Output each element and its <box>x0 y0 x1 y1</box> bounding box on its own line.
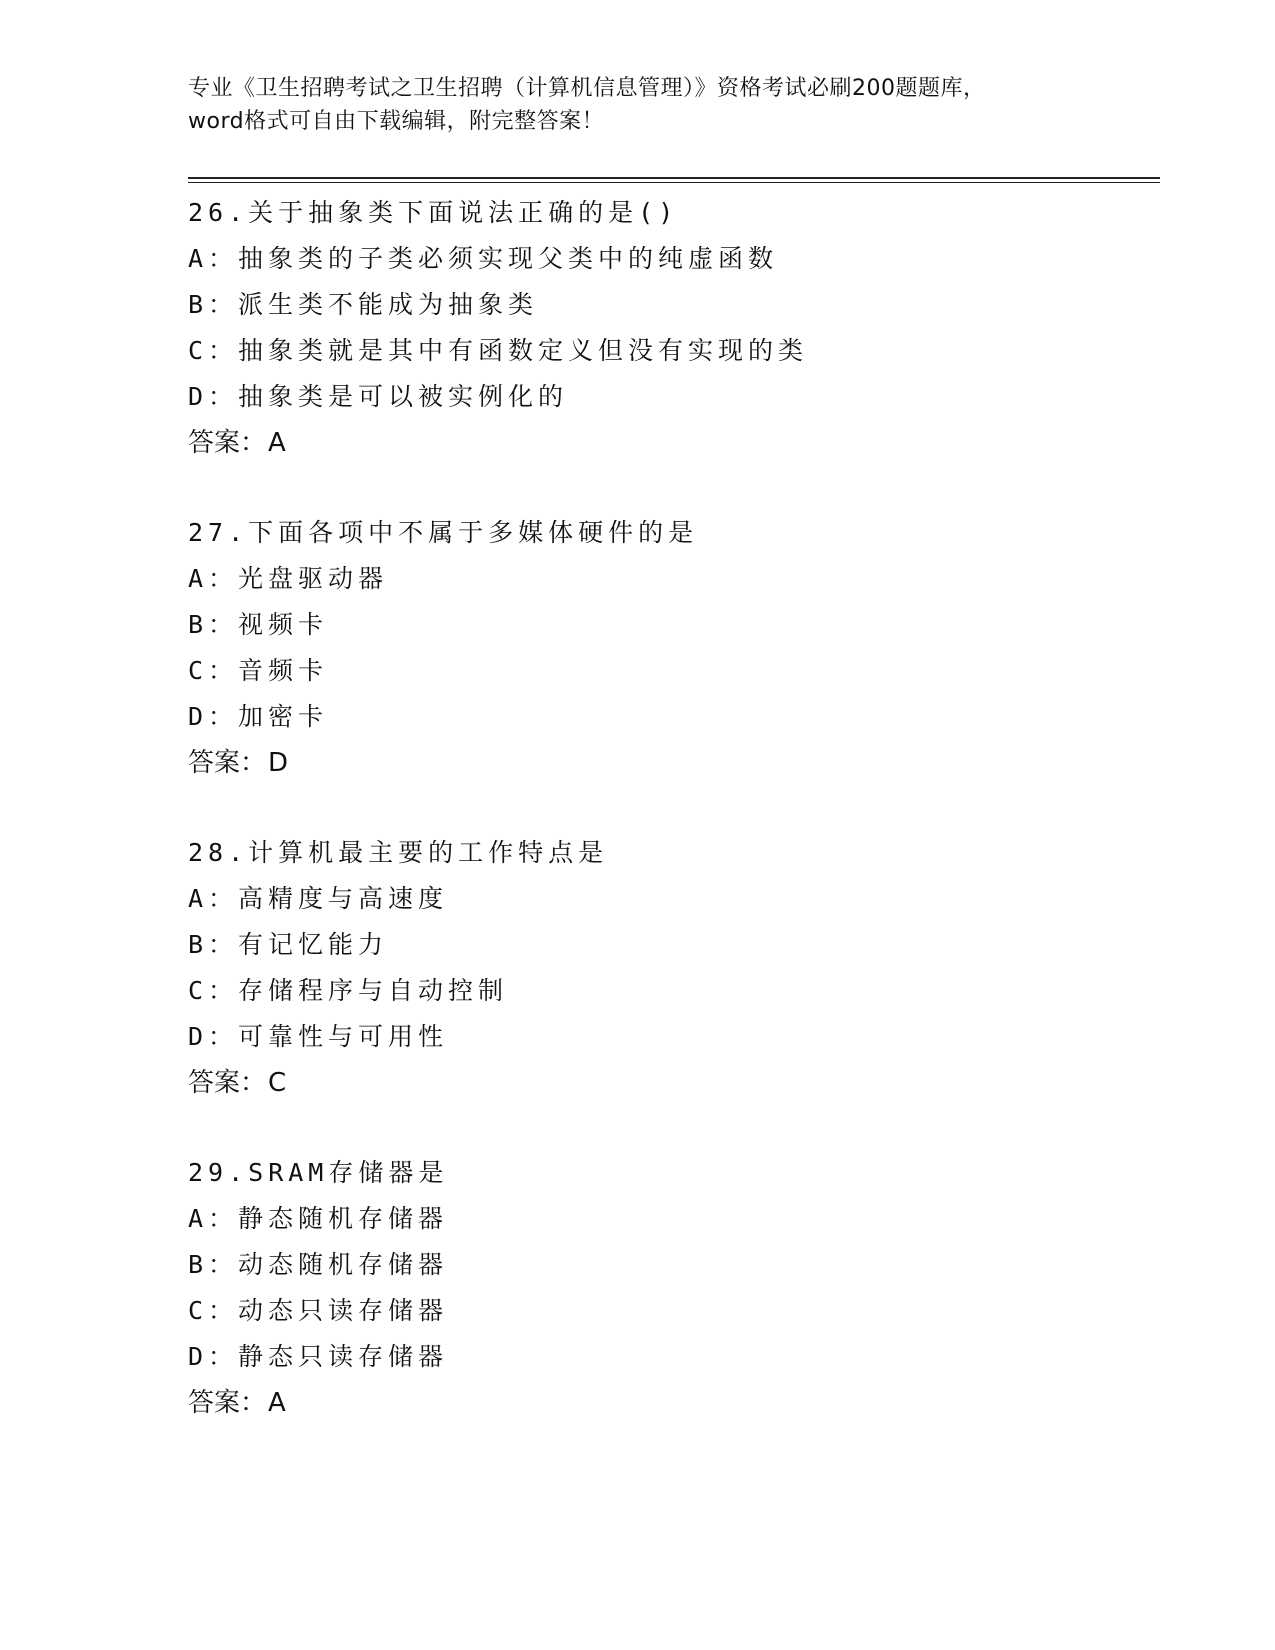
option-b: B：动态随机存储器 <box>188 1250 449 1279</box>
question-stem: 28.计算机最主要的工作特点是 <box>188 838 609 867</box>
question-27 <box>188 510 1160 830</box>
option-c: C：动态只读存储器 <box>188 1296 449 1325</box>
question-29 <box>188 1150 1160 1470</box>
option-c: C：存储程序与自动控制 <box>188 976 509 1005</box>
answer-label: 答案： <box>188 1068 267 1098</box>
option-d: D：可靠性与可用性 <box>188 1022 449 1051</box>
answer-value: C <box>268 1068 287 1098</box>
answer-value: A <box>268 428 286 458</box>
question-stem: 29.SRAM存储器是 <box>188 1158 449 1187</box>
header-line-1: 专业《卫生招聘考试之卫生招聘（计算机信息管理）》资格考试必刷200题题库， <box>188 76 986 101</box>
option-b: B：派生类不能成为抽象类 <box>188 290 539 319</box>
question-stem: 27.下面各项中不属于多媒体硬件的是 <box>188 518 699 547</box>
question-stem: 26.关于抽象类下面说法正确的是() <box>188 198 679 227</box>
answer-line <box>188 1060 1160 1106</box>
option-a: A：抽象类的子类必须实现父类中的纯虚函数 <box>188 244 779 273</box>
answer-label: 答案： <box>188 1388 267 1418</box>
option-a: A：光盘驱动器 <box>188 564 389 593</box>
header-line-2: word格式可自由下载编辑，附完整答案！ <box>188 109 605 134</box>
answer-line <box>188 420 1160 466</box>
option-b: B：视频卡 <box>188 610 329 639</box>
option-d: D：抽象类是可以被实例化的 <box>188 382 569 411</box>
question-list <box>188 190 1160 1470</box>
document-header <box>188 72 1088 138</box>
answer-value: D <box>268 748 289 778</box>
option-a: A：高精度与高速度 <box>188 884 449 913</box>
answer-label: 答案： <box>188 428 267 458</box>
option-c: C：音频卡 <box>188 656 329 685</box>
header-divider-thin <box>188 182 1160 183</box>
option-d: D：加密卡 <box>188 702 329 731</box>
answer-line <box>188 740 1160 786</box>
option-a: A：静态随机存储器 <box>188 1204 449 1233</box>
answer-value: A <box>268 1388 286 1418</box>
option-b: B：有记忆能力 <box>188 930 389 959</box>
answer-label: 答案： <box>188 748 267 778</box>
option-d: D：静态只读存储器 <box>188 1342 449 1371</box>
header-divider-thick <box>188 177 1160 179</box>
option-c: C：抽象类就是其中有函数定义但没有实现的类 <box>188 336 809 365</box>
question-28 <box>188 830 1160 1150</box>
question-26 <box>188 190 1160 510</box>
answer-line <box>188 1380 1160 1426</box>
